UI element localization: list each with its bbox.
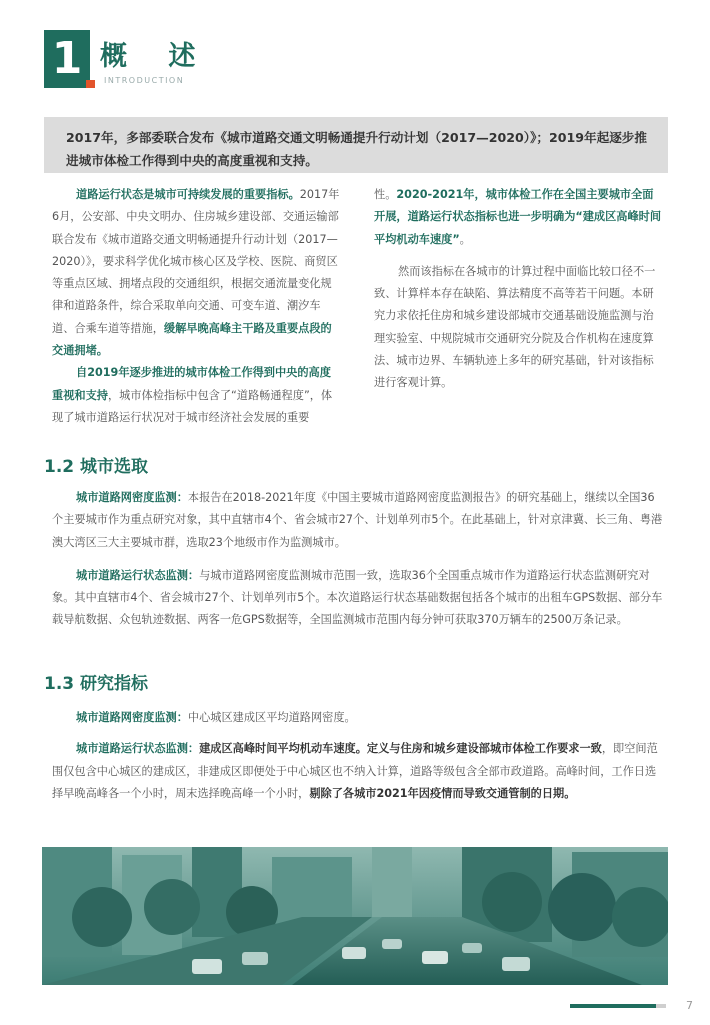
- paragraph-road-density-indicator: [52, 707, 664, 729]
- paragraph-road-status: [52, 565, 664, 632]
- section-title-city-selection: 1.2 城市选取: [44, 457, 149, 477]
- summary-highlight-box: 2017年，多部委联合发布《城市道路交通文明畅通提升行动计划（2017—2020）》；2019年起逐步推进城市体检工作得到中央的高度重视和支持。: [44, 117, 668, 173]
- paragraph-label: 城市道路网密度监测：: [76, 711, 188, 724]
- city-street-illustration: [42, 847, 668, 985]
- body-text: ，即空间范围仅包含中心城区的建成区，非建成区即便处于中心城区也不纳入计算，道路等级包含全部市政道路。高峰时间，工作日选择早晚高峰各一个小时，周末选择晚高峰一个小时，: [52, 742, 658, 800]
- body-text: ，城市体检指标中包含了“道路畅通程度”，体现了城市道路运行状况对于城市经济社会发展的重要: [52, 388, 333, 424]
- footer-bar-secondary: [656, 1004, 666, 1008]
- page-number: 7: [686, 999, 693, 1012]
- paragraph-label: 城市道路运行状态监测：: [76, 742, 200, 756]
- emphasis-text: 道路运行状态是城市可持续发展的重要指标。: [76, 188, 300, 201]
- chapter-accent-mark: [86, 80, 95, 88]
- body-text: 与城市道路网密度监测城市范围一致，选取36个全国重点城市作为道路运行状态监测研究对象。其中直辖市4个、省会城市27个、计划单列市5个。本次道路运行状态基础数据包括各个城市的出租车GPS数据、部分车载导航数据、众包轨迹数据、两客一危GPS数据等，全国监测城市范围内每分钟可获取370万辆车的2500万条记录。: [52, 568, 663, 627]
- city-street-photo: [42, 847, 668, 985]
- left-paragraph-1: [52, 184, 340, 362]
- section-title-research-indicators: 1.3 研究指标: [44, 674, 149, 694]
- right-paragraph-2: 然而该指标在各城市的计算过程中面临比较口径不一致、计算样本存在缺陷、算法精度不高等若干问题。本研究力求依托住房和城乡建设部城市交通基础设施监测与治理实验室、中规院城市交通研究分院及合作机构在速度算法、城市边界、车辆轨迹上多年的研究基础，针对该指标进行客观计算。: [374, 264, 656, 390]
- emphasis-text: 缓解早晚高峰主干路及重要点段的交通拥堵。: [52, 321, 332, 358]
- paragraph-label: 城市道路运行状态监测：: [76, 568, 200, 582]
- emphasis-text: 2020-2021年，城市体检工作在全国主要城市全面开展，道路运行状态指标也进一步明确为“建成区高峰时间平均机动车速度”: [374, 188, 662, 246]
- emphasis-text: 自2019年逐步推进的城市体检工作得到中央的高度重视和支持: [52, 366, 331, 402]
- body-text: 本报告在2018-2021年度《中国主要城市道路网密度监测报告》的研究基础上，继续以全国36个主要城市作为重点研究对象，其中直辖市4个、省会城市27个、计划单列市5个。在此基础上，针对京津冀、长三角、粤港澳大湾区三大主要城市群，选取23个地级市作为监测城市。: [52, 491, 663, 549]
- left-paragraph-2: [52, 362, 340, 429]
- chapter-subtitle: INTRODUCTION: [104, 76, 185, 85]
- paragraph-road-status-indicator: [52, 738, 664, 805]
- chapter-title: 概 述: [100, 41, 212, 72]
- section-12-body: [52, 487, 664, 632]
- body-text: 性。: [374, 188, 397, 201]
- left-column: [52, 184, 340, 429]
- emphasis-text: 剔除了各城市2021年因疫情而导致交通管制的日期。: [309, 786, 576, 800]
- right-paragraph-1: [374, 184, 664, 251]
- body-text: 2017年6月，公安部、中央文明办、住房城乡建设部、交通运输部联合发布《城市道路交通文明畅通提升行动计划（2017—2020）》，要求科学优化城市核心区及学校、医院、商贸区等重点区域、拥堵点段的交通组织，根据交通流量变化规律和道路条件，综合采取单向交通、可变车道、潮汐车道、合乘车道等措施，: [52, 188, 340, 335]
- emphasis-text: 建成区高峰时间平均机动车速度。定义与住房和城乡建设部城市体检工作要求一致: [199, 742, 602, 756]
- section-13-body: [52, 707, 664, 805]
- body-text: 中心城区建成区平均道路网密度。: [187, 711, 356, 724]
- paragraph-label: 城市道路网密度监测：: [76, 491, 188, 504]
- paragraph-road-density: [52, 487, 664, 554]
- right-column: [374, 184, 664, 395]
- footer-bar-primary: [570, 1004, 656, 1008]
- body-text: 。: [459, 232, 471, 246]
- chapter-number-badge: 1: [44, 30, 90, 88]
